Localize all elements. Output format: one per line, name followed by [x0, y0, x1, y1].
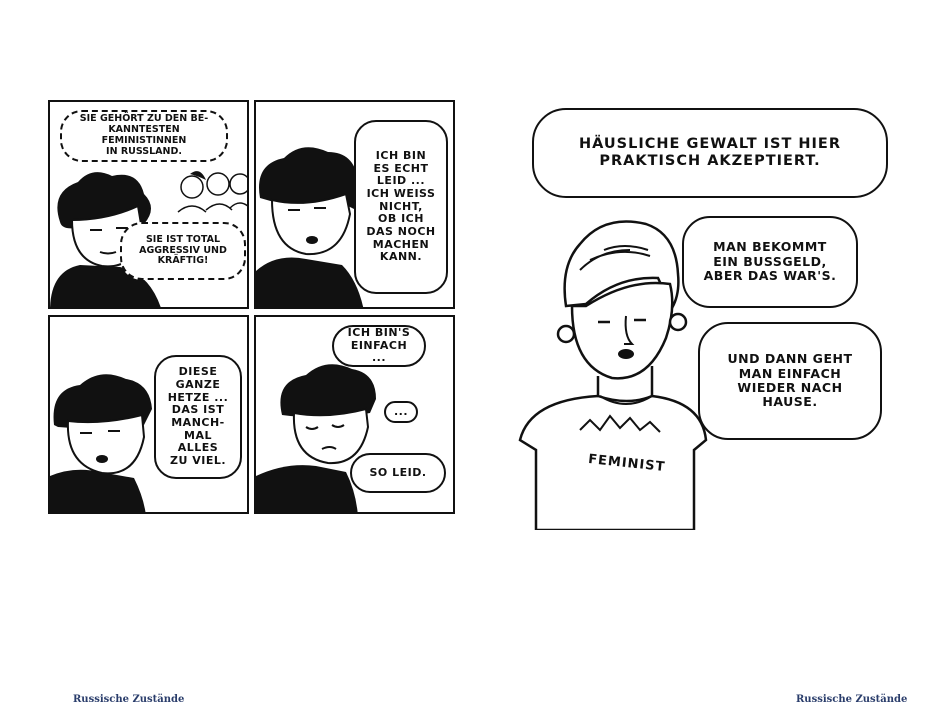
shirt-print: FEMINIST — [587, 451, 667, 476]
thought-bubble-bottom: SIE IST TOTAL AGGRESSIV UND KRÄFTIG! — [120, 222, 246, 280]
speech-bubble-ellipsis: ... — [384, 401, 418, 423]
speech-bubble-middle: MAN BEKOMMT EIN BUSSGELD, ABER DAS WAR'S. — [682, 216, 858, 308]
comic-panel-4 — [254, 315, 455, 514]
speech-bubble-top: HÄUSLICHE GEWALT IST HIER PRAKTISCH AKZEPTIERT. — [532, 108, 888, 198]
speech-bubble-top: ICH BIN'S EINFACH ... — [332, 325, 426, 367]
comic-panel-1 — [48, 100, 249, 309]
thought-bubble-top: SIE GEHÖRT ZU DEN BE- KANNTESTEN FEMINISTINNEN IN RUSSLAND. — [60, 110, 228, 162]
comic-panel-3 — [48, 315, 249, 514]
footer-left: Russische Zustände — [73, 694, 185, 705]
comic-panel-2 — [254, 100, 455, 309]
footer-right: Russische Zustände — [796, 694, 908, 705]
right-page-illustration — [510, 100, 910, 530]
speech-bubble: DIESE GANZE HETZE ... DAS IST MANCH- MAL ALLES ZU VIEL. — [154, 355, 242, 479]
speech-bubble-bottom: UND DANN GEHT MAN EINFACH WIEDER NACH HAUSE. — [698, 322, 882, 440]
speech-bubble: ICH BIN ES ECHT LEID ... ICH WEISS NICHT, OB ICH DAS NOCH MACHEN KANN. — [354, 120, 448, 294]
speech-bubble-bottom: SO LEID. — [350, 453, 446, 493]
